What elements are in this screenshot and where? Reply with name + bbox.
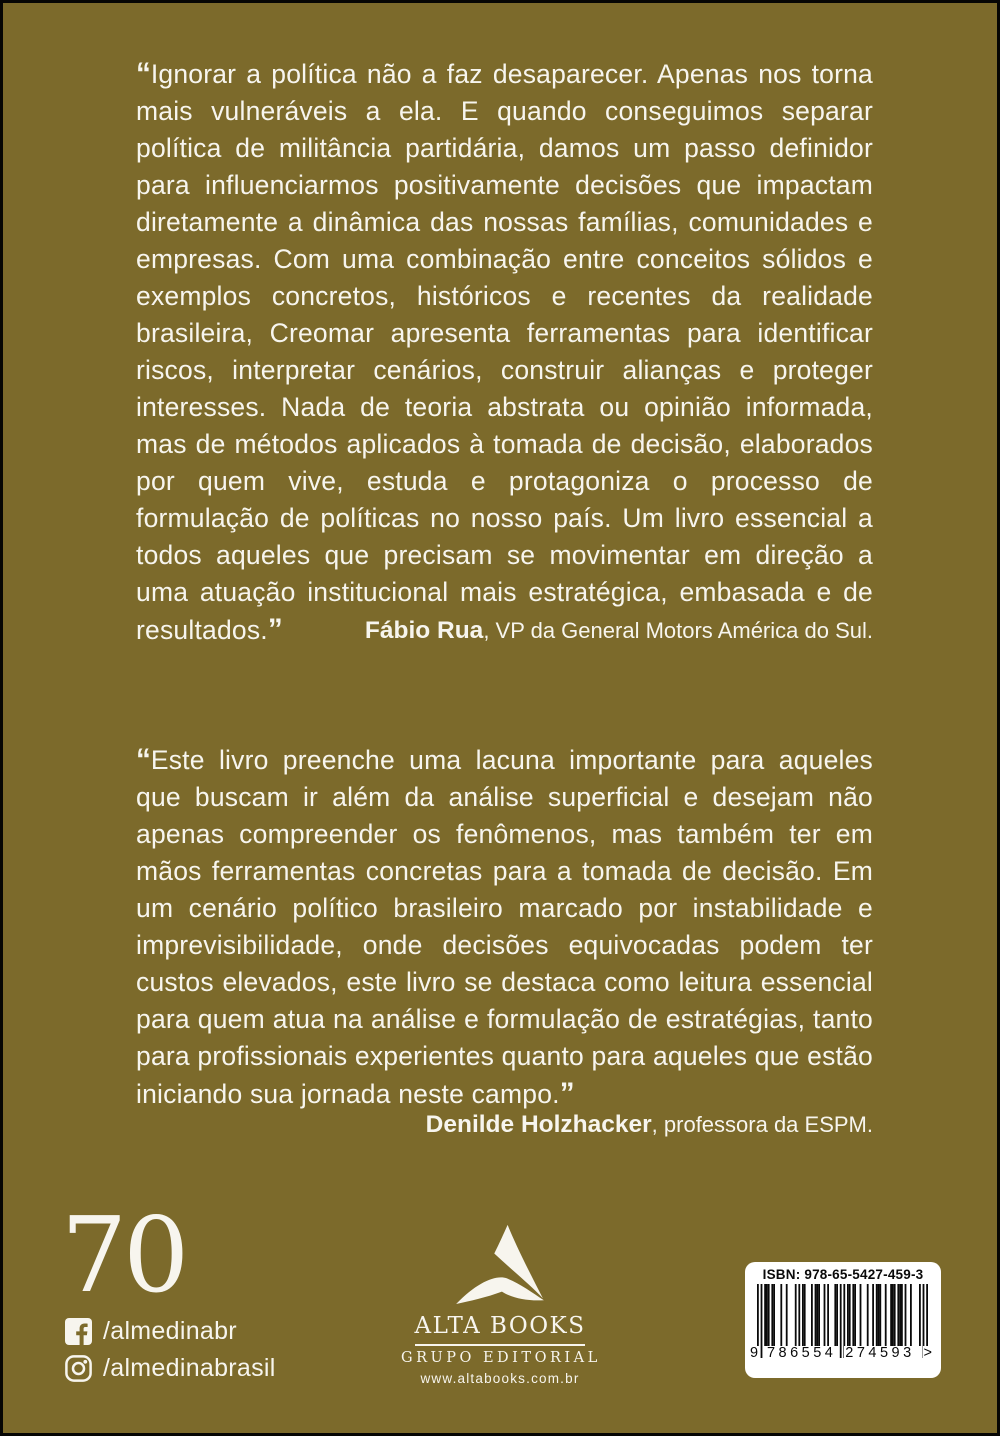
barcode-digits-left: 786554 [766, 1345, 837, 1361]
close-quote-mark: ” [559, 1077, 575, 1110]
isbn-text: ISBN: 978-65-5427-459-3 [762, 1267, 924, 1282]
almedina-70-logo: 70 [61, 1194, 186, 1316]
facebook-icon [65, 1318, 92, 1345]
open-quote-mark: “ [136, 57, 151, 90]
publisher-website: www.altabooks.com.br [420, 1371, 580, 1386]
open-quote-mark: “ [136, 743, 151, 776]
quote-attribution-1 [136, 617, 873, 645]
publisher-group: GRUPO EDITORIAL [401, 1350, 601, 1366]
instagram-handle: /almedinabrasil [103, 1354, 276, 1382]
facebook-handle: /almedinabr [103, 1317, 237, 1345]
barcode-label [745, 1262, 941, 1378]
attribution-name: Fábio Rua [364, 617, 484, 644]
quote-block-1 [136, 55, 873, 649]
quote-attribution-2 [136, 1111, 873, 1139]
social-links [65, 1317, 276, 1383]
barcode-digits [745, 1346, 941, 1361]
alta-books-logo-mark [452, 1223, 548, 1305]
facebook-row [65, 1317, 276, 1346]
publisher-divider [415, 1344, 585, 1346]
instagram-row [65, 1354, 276, 1383]
attribution-role: , VP da General Motors América do Sul. [483, 618, 873, 643]
barcode-trailing-mark: > [923, 1345, 932, 1361]
barcode-digits-right: 274593 [845, 1345, 915, 1361]
close-quote-mark: ” [267, 613, 283, 646]
barcode-digit-first: 9 [750, 1345, 759, 1361]
publisher-name: ALTA BOOKS [414, 1313, 586, 1339]
attribution-name: Denilde Holzhacker [425, 1111, 652, 1138]
publisher-block [401, 1223, 599, 1386]
attribution-role: , professora da ESPM. [651, 1112, 873, 1137]
instagram-icon [65, 1355, 92, 1382]
quote-1-text: Ignorar a política não a faz desaparecer. Apenas nos torna mais vulneráveis a ela. E quando conseguimos separar política de militância partidária, damos um passo definidor para influenciarmos positivamente decisões que impactam diretamente a dinâmica das nossas famílias, comunidades e empresas. Com uma combinação entre conceitos sólidos e exemplos concretos, históricos e recentes da realidade brasileira, Creomar apresenta ferramentas para identificar riscos, interpretar cenários, construir alianças e proteger interesses. Nada de teoria abstrata ou opinião informada, mas de métodos aplicados à tomada de decisão, elaborados por quem vive, estuda e protagoniza o processo de formulação de políticas no nosso país. Um livro essencial a todos aqueles que precisam se movimentar em direção a uma atuação institucional mais estratégica, embasada e de resultados. [136, 59, 873, 645]
quote-2-text: Este livro preenche uma lacuna importante para aqueles que buscam ir além da análise superficial e desejam não apenas compreender os fenômenos, mas também ter em mãos ferramentas concretas para a tomada de decisão. Em um cenário político brasileiro marcado por instabilidade e imprevisibilidade, onde decisões equivocadas podem ter custos elevados, este livro se destaca como leitura essencial para quem atua na análise e formulação de estratégias, tanto para profissionais experientes quanto para aqueles que estão iniciando sua jornada neste campo. [136, 745, 873, 1109]
quote-block-2 [136, 741, 873, 1113]
